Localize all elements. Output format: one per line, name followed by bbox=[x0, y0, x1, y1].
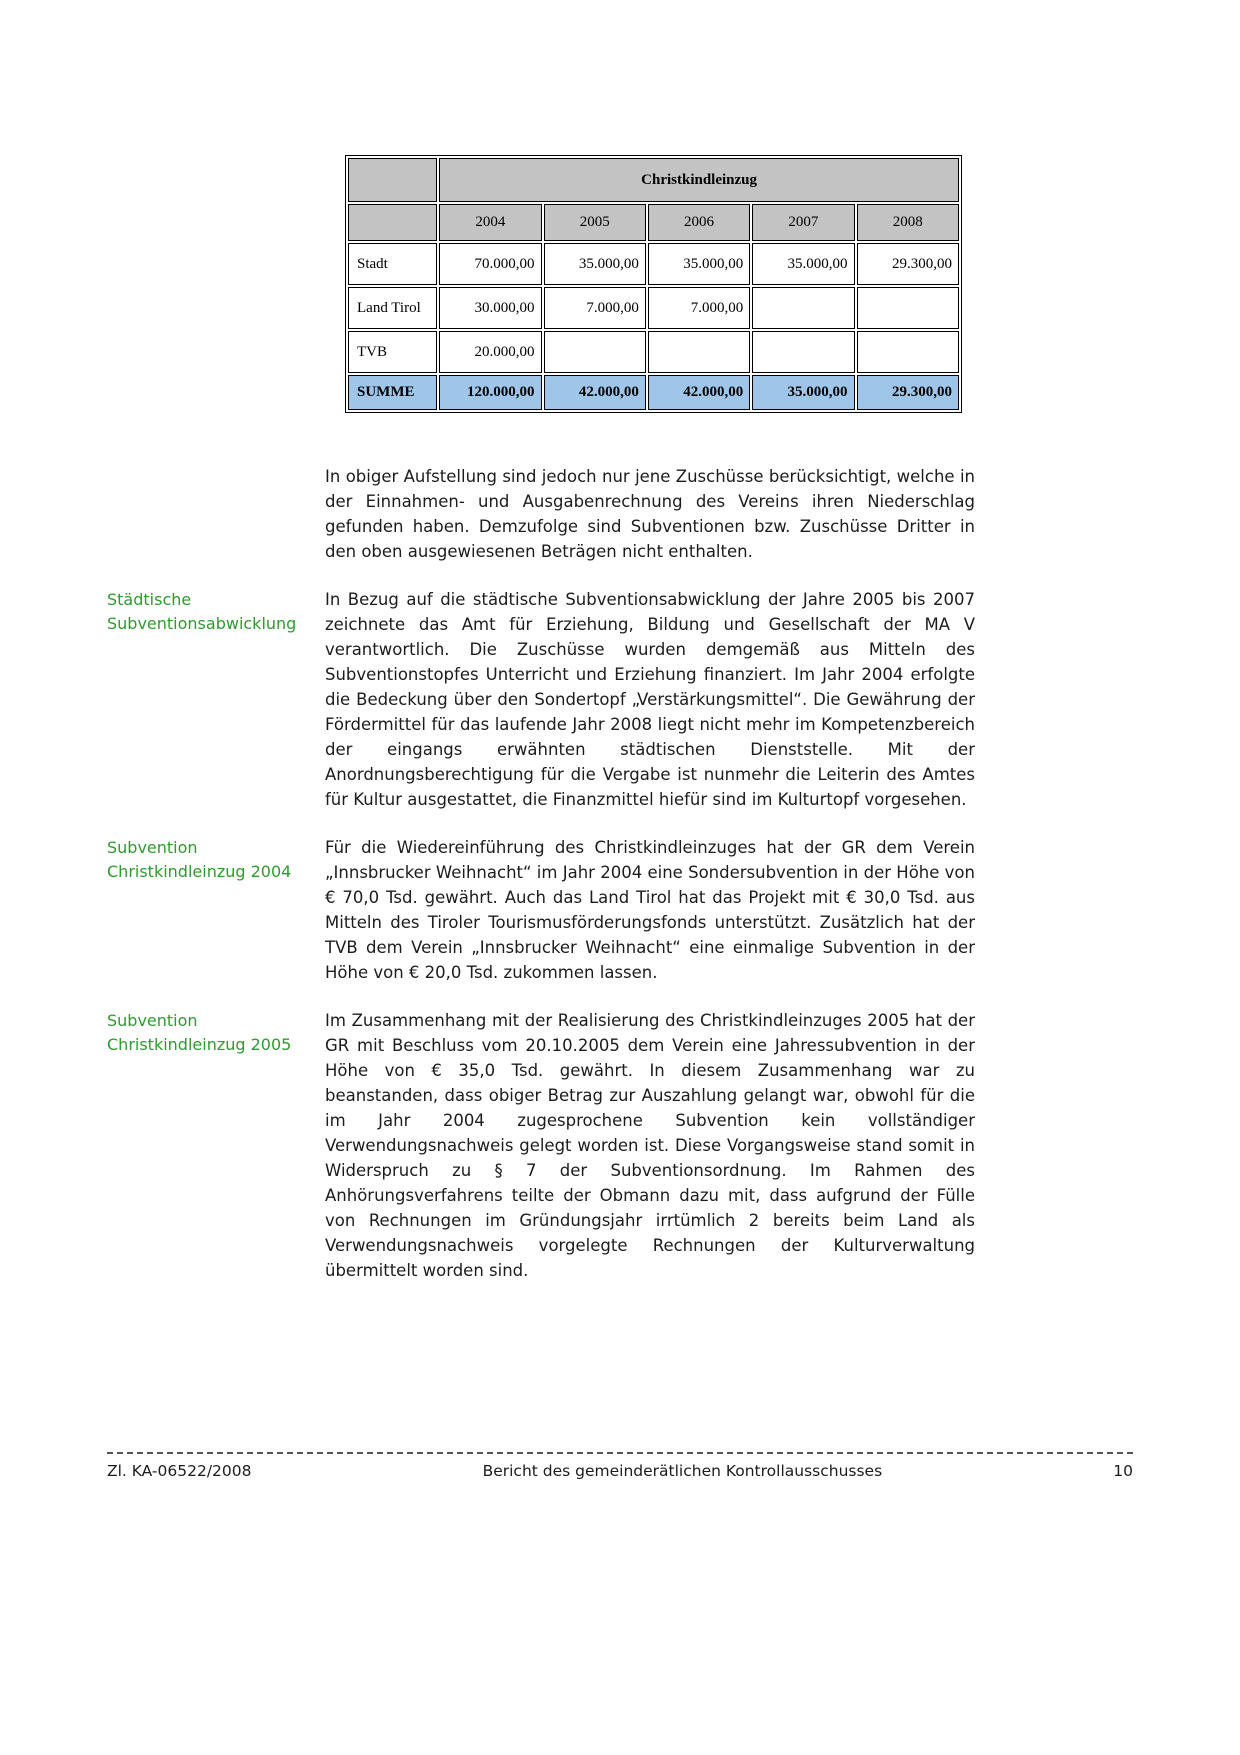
value-cell: 30.000,00 bbox=[439, 287, 541, 329]
value-cell: 29.300,00 bbox=[857, 243, 959, 285]
year-header: 2008 bbox=[857, 204, 959, 241]
section-subvention-2004 bbox=[107, 835, 1133, 985]
value-cell bbox=[752, 331, 854, 373]
year-header: 2005 bbox=[544, 204, 646, 241]
margin-label: Subvention Christkindleinzug 2004 bbox=[107, 838, 292, 881]
row-label: Stadt bbox=[348, 243, 437, 285]
value-cell: 35.000,00 bbox=[648, 243, 750, 285]
year-header: 2004 bbox=[439, 204, 541, 241]
value-cell: 35.000,00 bbox=[752, 243, 854, 285]
page-content bbox=[107, 0, 1133, 1306]
summary-value: 42.000,00 bbox=[648, 375, 750, 410]
value-cell: 7.000,00 bbox=[648, 287, 750, 329]
table-row bbox=[348, 243, 959, 285]
footer-reference: Zl. KA-06522/2008 bbox=[107, 1462, 252, 1480]
value-cell: 7.000,00 bbox=[544, 287, 646, 329]
body-sections bbox=[107, 464, 1133, 1283]
paragraph: In Bezug auf die städtische Subventionsabwicklung der Jahre 2005 bis 2007 zeichnete das Amt für Erziehung, Bildung und Gesellschaft der MA V verantwortlich. Die Zuschüsse wurden demgemäß aus Mitteln des Subventionstopfes Unterricht und Erziehung finanziert. Im Jahr 2004 erfolgte die Bedeckung über den Sondertopf „Verstärkungsmittel“. Die Gewährung der Fördermittel für das laufende Jahr 2008 liegt nicht mehr im Kompetenzbereich der eingangs erwähnten städtischen Dienststelle. Mit der Anordnungsberechtigung für die Vergabe ist nunmehr die Leiterin des Amtes für Kultur ausgestattet, die Finanzmittel hiefür sind im Kulturtopf vorgesehen. bbox=[325, 590, 975, 809]
paragraph: In obiger Aufstellung sind jedoch nur jene Zuschüsse berücksichtigt, welche in der Einnahmen- und Ausgabenrechnung des Vereins ihren Niederschlag gefunden haben. Demzufolge sind Subventionen bzw. Zuschüsse Dritter in den oben ausgewiesenen Beträgen nicht enthalten. bbox=[325, 467, 975, 561]
value-cell: 35.000,00 bbox=[544, 243, 646, 285]
table-row bbox=[348, 287, 959, 329]
margin-label bbox=[107, 464, 325, 564]
section-subventionsabwicklung bbox=[107, 587, 1133, 812]
row-label: Land Tirol bbox=[348, 287, 437, 329]
summary-label: SUMME bbox=[348, 375, 437, 410]
table-title-row bbox=[348, 158, 959, 202]
subsidy-table-wrapper bbox=[345, 155, 1133, 413]
margin-label: Subvention Christkindleinzug 2005 bbox=[107, 1011, 292, 1054]
table-corner-cell bbox=[348, 204, 437, 241]
table-corner-cell bbox=[348, 158, 437, 202]
section-subvention-2005 bbox=[107, 1008, 1133, 1283]
table-title: Christkindleinzug bbox=[439, 158, 959, 202]
value-cell: 70.000,00 bbox=[439, 243, 541, 285]
section-intro bbox=[107, 464, 1133, 564]
value-cell bbox=[752, 287, 854, 329]
summary-row bbox=[348, 375, 959, 410]
value-cell bbox=[648, 331, 750, 373]
paragraph: Im Zusammenhang mit der Realisierung des Christkindleinzuges 2005 hat der GR mit Beschluss vom 20.10.2005 dem Verein eine Jahressubvention in der Höhe von € 35,0 Tsd. gewährt. In diesem Zusammenhang war zu beanstanden, dass obiger Betrag zur Auszahlung gelangt war, obwohl für die im Jahr 2004 zugesprochene Subvention kein vollständiger Verwendungsnachweis gelegt worden ist. Diese Vorgangsweise stand somit in Widerspruch zu § 7 der Subventionsordnung. Im Rahmen des Anhörungsverfahrens teilte der Obmann dazu mit, dass aufgrund der Fülle von Rechnungen im Gründungsjahr irrtümlich 2 bereits beim Land als Verwendungsnachweis vorgelegte Rechnungen der Kulturverwaltung übermittelt worden sind. bbox=[325, 1011, 975, 1280]
value-cell bbox=[857, 287, 959, 329]
subsidy-table bbox=[345, 155, 962, 413]
footer-page-number: 10 bbox=[1113, 1462, 1133, 1480]
row-label: TVB bbox=[348, 331, 437, 373]
value-cell bbox=[857, 331, 959, 373]
year-header: 2007 bbox=[752, 204, 854, 241]
paragraph: Für die Wiedereinführung des Christkindleinzuges hat der GR dem Verein „Innsbrucker Weihnacht“ im Jahr 2004 eine Sondersubvention in der Höhe von € 70,0 Tsd. gewährt. Auch das Land Tirol hat das Projekt mit € 30,0 Tsd. aus Mitteln des Tiroler Tourismusförderungsfonds unterstützt. Zusätzlich hat der TVB dem Verein „Innsbrucker Weihnacht“ eine einmalige Subvention in der Höhe von € 20,0 Tsd. zukommen lassen. bbox=[325, 838, 975, 982]
summary-value: 42.000,00 bbox=[544, 375, 646, 410]
summary-value: 120.000,00 bbox=[439, 375, 541, 410]
value-cell: 20.000,00 bbox=[439, 331, 541, 373]
table-year-row bbox=[348, 204, 959, 241]
summary-value: 35.000,00 bbox=[752, 375, 854, 410]
year-header: 2006 bbox=[648, 204, 750, 241]
table-row bbox=[348, 331, 959, 373]
margin-label: Städtische Subventionsabwicklung bbox=[107, 590, 297, 633]
page-footer bbox=[107, 1452, 1133, 1480]
summary-value: 29.300,00 bbox=[857, 375, 959, 410]
footer-title: Bericht des gemeinderätlichen Kontrollausschusses bbox=[482, 1462, 883, 1480]
value-cell bbox=[544, 331, 646, 373]
